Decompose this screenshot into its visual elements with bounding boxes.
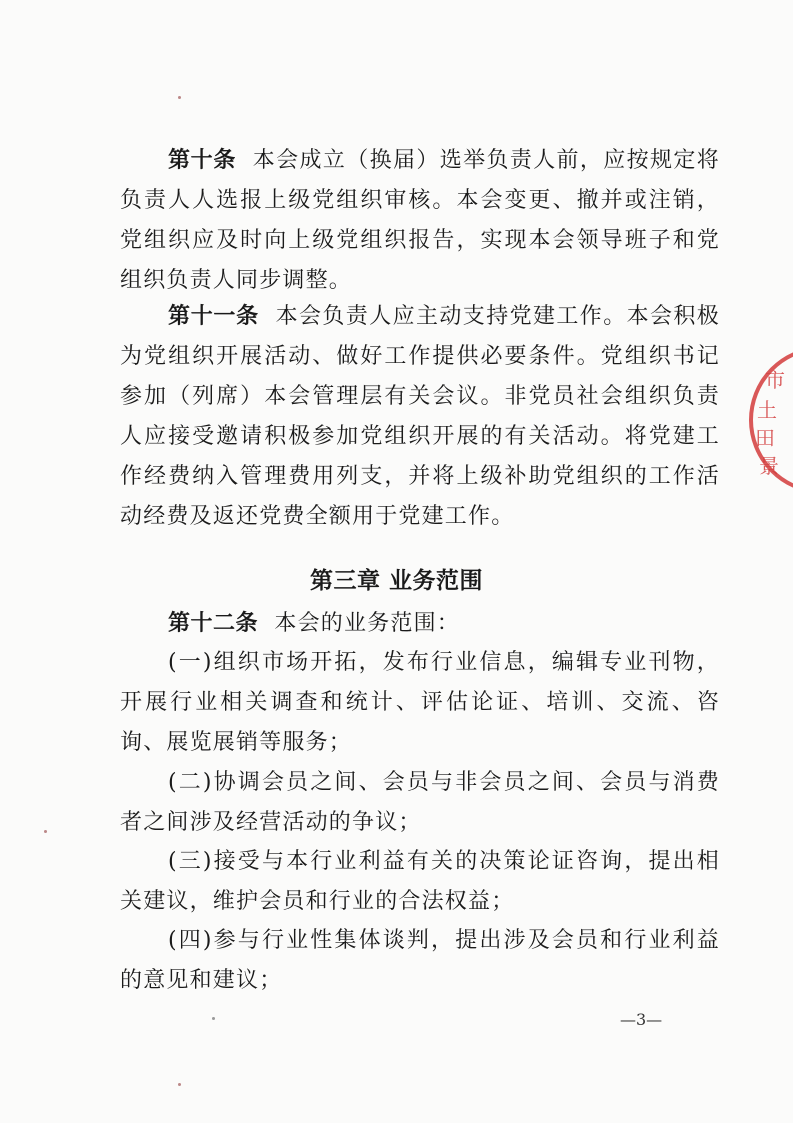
scan-speck [44,830,47,833]
svg-text:市: 市 [765,368,785,392]
article-11 [120,296,720,537]
article-11-text: 本会负责人应主动支持党建工作。本会积极为党组织开展活动、做好工作提供必要条件。党组织书记参加（列席）本会管理层有关会议。非党员社会组织负责人应接受邀请积极参加党组织开展的有关活动。将党建工作经费纳入管理费用列支，并将上级补助党组织的工作活动经费及返还党费全额用于党建工作。 [120,304,720,529]
article-10-text: 本会成立（换届）选举负责人前，应按规定将负责人人选报上级党组织审核。本会变更、撤并或注销，党组织应及时向上级党组织报告，实现本会领导班子和党组织负责人同步调整。 [120,148,720,293]
article-12-heading: 第十二条 [168,610,259,636]
article-12-text: 本会的业务范围： [274,611,461,636]
article-10 [120,140,720,301]
chapter-heading: 第三章 业务范围 [309,567,483,594]
list-item: (一)组织市场开拓，发布行业信息，编辑专业刊物，开展行业相关调查和统计、评估论证、培训、交流、咨询、展览展销等服务； [120,650,720,755]
scan-speck [178,1083,181,1086]
svg-text:土: 土 [757,398,777,422]
scan-speck [212,1017,215,1020]
list-item: (四)参与行业性集体谈判，提出涉及会员和行业利益的意见和建议； [120,928,720,993]
article-11-heading: 第十一条 [168,303,259,329]
scan-speck [178,96,181,99]
official-seal-stamp [745,345,793,495]
article-12 [120,603,720,644]
list-item: (二)协调会员之间、会员与非会员之间、会员与消费者之间涉及经营活动的争议； [120,770,720,835]
page-number: —3— [620,1010,663,1029]
article-10-heading: 第十条 [168,147,237,173]
list-item: (三)接受与本行业利益有关的决策论证咨询，提出相关建议，维护会员和行业的合法权益； [120,849,720,914]
svg-text:景: 景 [759,454,779,478]
svg-text:田: 田 [755,426,775,450]
